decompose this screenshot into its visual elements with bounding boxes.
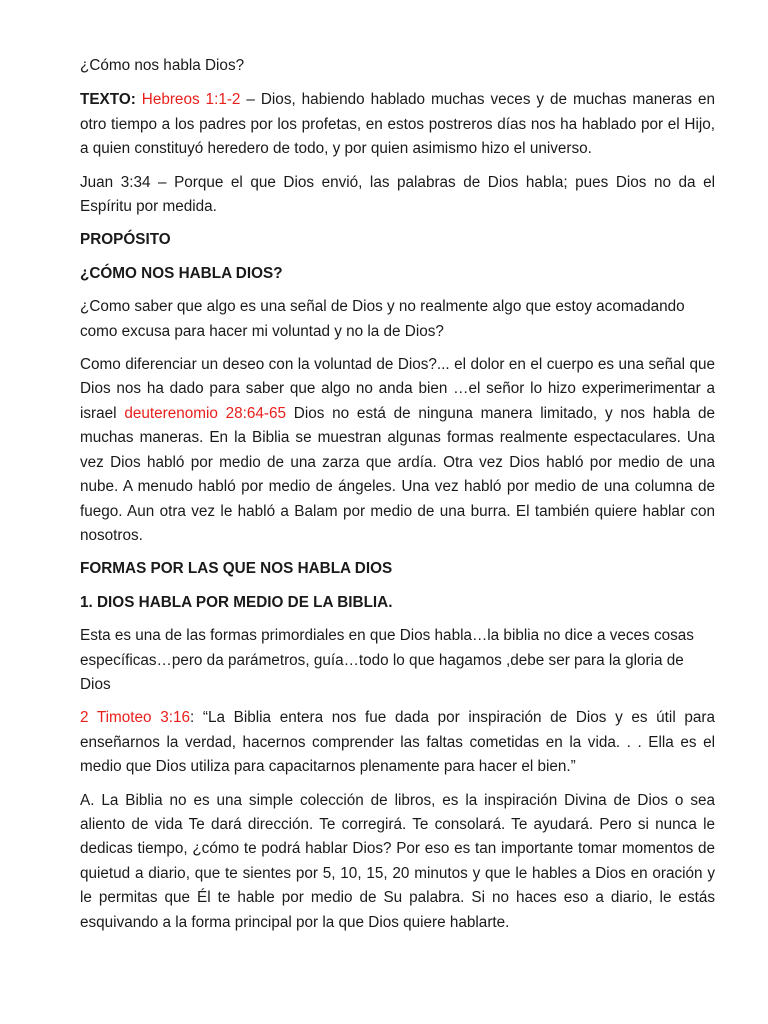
section-1-heading: 1. DIOS HABLA POR MEDIO DE LA BIBLIA.: [80, 593, 393, 611]
texto-body: – Dios, habiendo hablado muchas veces y de muchas maneras en otro tiempo a los padres por los profetas, en estos postreros días nos ha hablado por el Hijo, a quien constituyó heredero de todo, y por quien asimismo hizo el universo.: [80, 91, 716, 158]
como-heading: ¿CÓMO NOS HABLA DIOS?: [80, 264, 283, 282]
texto-label: TEXTO:: [80, 91, 136, 109]
timoteo-paragraph: [80, 706, 715, 779]
deuteronomio-reference: deuterenomio 28:64-65: [124, 404, 287, 422]
juan-verse: Juan 3:34 – Porque el que Dios envió, las palabras de Dios habla; pues Dios no da el Espíritu por medida.: [80, 173, 715, 216]
formas-heading: FORMAS POR LAS QUE NOS HABLA DIOS: [80, 560, 393, 578]
hebreos-reference: Hebreos 1:1-2: [141, 91, 241, 109]
senal-text-after: Dios no está de ninguna manera limitado, y nos habla de muchas maneras. En la Biblia se muestran algunas formas realmente espectaculares. Una vez Dios habló por medio de una zarza que ardía. Otra vez Dios habló por medio de una nube. A menudo habló por medio de ángeles. Una vez habló por medio de una columna de fuego. Aun otra vez le habló a Balam por medio de una burra. El también quiere hablar con nosotros.: [80, 404, 715, 544]
timoteo-body: : “La Biblia entera nos fue dada por inspiración de Dios y es útil para enseñarnos la verdad, hacernos comprender las faltas cometidas en la vida. . . Ella es el medio que Dios utiliza para capacitarnos plenamente para hacer el bien.”: [80, 709, 715, 776]
proposito-heading: PROPÓSITO: [80, 231, 171, 249]
point-a-paragraph: A. La Biblia no es una simple colección de libros, es la inspiración Divina de Dios o sea aliento de vida Te dará dirección. Te corregirá. Te consolará. Te ayudará. Pero si nunca le dedicas tiempo, ¿cómo te podrá hablar Dios? Por eso es tan importante tomar momentos de quietud a diario, que te sientes por 5, 10, 15, 20 minutos y que le hables a Dios en oración y le permitas que Él te hable por medio de Su palabra. Si no haces eso a diario, le estás esquivando a la forma principal por la que Dios quiere hablarte.: [80, 791, 715, 931]
senal-paragraph: [80, 353, 715, 548]
timoteo-reference: 2 Timoteo 3:16: [80, 709, 190, 727]
biblia-paragraph: Esta es una de las formas primordiales en que Dios habla…la biblia no dice a veces cosas específicas…pero da parámetros, guía…todo lo que hagamos ,debe ser para la gloria de Dios: [80, 627, 694, 693]
question-paragraph: ¿Como saber que algo es una señal de Dios y no realmente algo que estoy acomadando como excusa para hacer mi voluntad y no la de Dios?: [80, 298, 685, 340]
document-title: ¿Cómo nos habla Dios?: [80, 57, 245, 74]
texto-paragraph: [80, 88, 715, 161]
senal-text-before: Como diferenciar un deseo con la voluntad de Dios?... el dolor en el cuerpo es una señal que Dios nos ha dado para saber que algo no anda bien …el señor lo hizo experimerimentar a israel: [80, 356, 715, 422]
